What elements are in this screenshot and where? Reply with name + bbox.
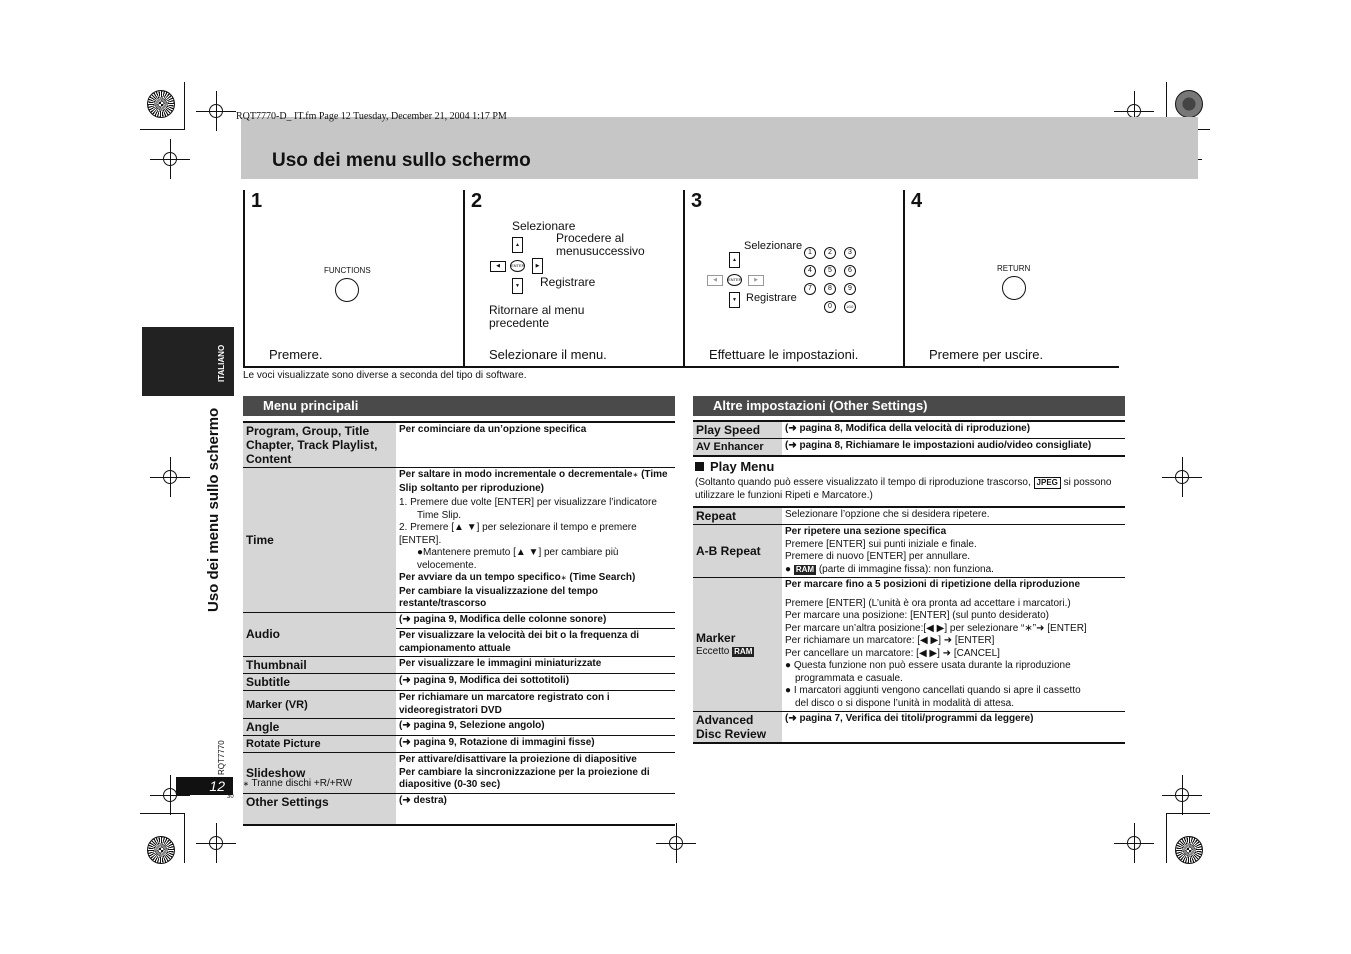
numkey-5-icon: 5 — [824, 265, 836, 277]
row-text: Selezionare l’opzione che si desidera ripetere. — [782, 507, 1125, 525]
row-cell — [396, 612, 675, 657]
numkey-1-icon: 1 — [804, 247, 816, 259]
step-3-panel — [683, 190, 899, 368]
file-info-line: RQT7770-D_ IT.fm Page 12 Tuesday, December 21, 2004 1:17 PM — [236, 111, 507, 122]
registration-rosette-icon — [147, 90, 175, 118]
row-name: Audio — [243, 612, 396, 657]
return-button-label: RETURN — [997, 264, 1031, 273]
back-menu-label: Ritornare al menu precedente — [489, 303, 585, 330]
row-text: Premere [ENTER] sui punti iniziale e finale. — [785, 538, 977, 550]
left-arrow-key-icon: ◀ — [490, 261, 506, 272]
row-cell — [782, 578, 1125, 712]
step-caption: Selezionare il menu. — [489, 347, 607, 362]
time-step-1: 1. Premere due volte [ENTER] per visualizzare l’indicatore — [399, 497, 657, 508]
step-1-panel — [243, 190, 459, 368]
row-text: (➜ pagina 8, Richiamare le impostazioni audio/video consigliate) — [782, 439, 1125, 457]
registration-rosette-icon — [1175, 90, 1203, 118]
row-text: ● Questa funzione non può essere usata durante la riproduzione — [785, 660, 1071, 671]
select-label: Selezionare — [512, 219, 576, 233]
crosshair-icon — [669, 836, 683, 850]
crosshair-icon — [1175, 470, 1189, 484]
step-number: 1 — [251, 190, 263, 212]
numkey-10-icon: ≥10 — [844, 301, 856, 313]
row-text: del disco o si dispone l’unità in modalità di attesa. — [795, 697, 1015, 709]
row-name: Thumbnail — [243, 657, 396, 674]
table-row — [243, 793, 675, 825]
steps-bottom-rule — [243, 366, 1117, 368]
row-text: (➜ pagina 9, Modifica dei sottotitoli) — [396, 674, 675, 691]
row-name: Advanced Disc Review — [693, 712, 782, 744]
time-line: Per avviare da un tempo specifico∗ (Time Search) — [399, 572, 636, 583]
crosshair-icon — [1175, 788, 1189, 802]
select-label: Selezionare — [744, 240, 803, 252]
page-number: 12 — [176, 777, 233, 795]
page-title: Uso dei menu sullo schermo — [272, 150, 531, 171]
small-page-number: 30 — [227, 794, 234, 800]
time-step-2: 2. Premere [▲ ▼] per selezionare il tempo e premere [ENTER]. — [399, 522, 637, 546]
row-cell — [782, 525, 1125, 578]
crop-line — [184, 82, 185, 130]
return-button-icon — [1002, 276, 1026, 300]
altre-table — [693, 420, 1125, 457]
numkey-4-icon: 4 — [804, 265, 816, 277]
next-menu-label: Procedere al menusuccessivo — [556, 231, 645, 258]
menu-principali-header: Menu principali — [243, 396, 675, 416]
row-text: ● RAM (parte di immagine fissa): non funziona. — [785, 563, 994, 575]
functions-button-label: FUNCTIONS — [324, 266, 371, 275]
row-text: (➜ pagina 8, Modifica della velocità di riproduzione) — [782, 421, 1125, 439]
row-cell — [396, 753, 675, 794]
side-section-title: Uso dei menu sullo schermo — [205, 407, 222, 612]
step-caption: Effettuare le impostazioni. — [709, 347, 859, 362]
step-4-panel — [903, 190, 1119, 368]
row-text: (➜ pagina 9, Rotazione di immagini fisse) — [396, 736, 675, 753]
table-row — [693, 578, 1125, 712]
row-text: Premere di nuovo [ENTER] per annullare. — [785, 551, 971, 562]
row-text: Per marcare fino a 5 posizioni di ripetizione della riproduzione — [785, 579, 1081, 590]
menu-principali-table — [243, 421, 675, 826]
row-name: Angle — [243, 719, 396, 736]
row-text: ● I marcatori aggiunti vengono cancellati quando si apre il cassetto — [785, 685, 1081, 696]
crop-line — [140, 129, 184, 130]
row-name: AV Enhancer — [693, 439, 782, 457]
step-2-panel — [463, 190, 679, 368]
table-row — [693, 507, 1125, 525]
row-cell — [396, 468, 675, 613]
functions-button-icon — [335, 278, 359, 302]
row-text: (➜ destra) — [396, 793, 675, 825]
numkey-2-icon: 2 — [824, 247, 836, 259]
table-row — [243, 691, 675, 719]
numkey-0-icon: 0 — [824, 301, 836, 313]
row-text: (➜ pagina 9, Selezione angolo) — [396, 719, 675, 736]
numkey-7-icon: 7 — [804, 283, 816, 295]
step-caption: Premere per uscire. — [929, 347, 1044, 362]
step-number: 3 — [691, 190, 703, 212]
table-row — [243, 736, 675, 753]
row-text: Per marcare un’altra posizione:[◀ ▶] per selezionare “∗”➜ [ENTER] — [785, 622, 1087, 634]
time-line: Per saltare in modo incrementale o decrementale∗ (Time Slip soltanto per riproduzione) — [399, 469, 668, 494]
register-label: Registrare — [746, 292, 797, 304]
row-text: (➜ pagina 9, Modifica delle colonne sonore) — [399, 613, 607, 625]
row-text: Per visualizzare la velocità dei bit o la frequenza di campionamento attuale — [396, 628, 675, 655]
numkey-8-icon: 8 — [824, 283, 836, 295]
row-text: (➜ pagina 7, Verifica dei titoli/programmi da leggere) — [782, 712, 1125, 744]
time-step-2b: ●Mantenere premuto [▲ ▼] per cambiare più velocemente. — [417, 547, 619, 571]
row-name: Time — [243, 468, 396, 613]
row-text: Per cominciare da un’opzione specifica — [396, 422, 675, 468]
right-arrow-key-icon: ▶ — [532, 258, 543, 274]
language-tab-label: ITALIANO — [217, 344, 226, 382]
crop-line — [140, 813, 184, 814]
table-row — [243, 657, 675, 674]
down-arrow-key-icon: ▼ — [729, 292, 740, 308]
step-caption: Premere. — [269, 347, 323, 362]
table-row — [243, 468, 675, 613]
row-text: Per richiamare un marcatore: [◀ ▶] ➜ [ENTER] — [785, 635, 995, 646]
numkey-6-icon: 6 — [844, 265, 856, 277]
crosshair-icon — [1127, 104, 1141, 118]
row-name: Subtitle — [243, 674, 396, 691]
crosshair-icon — [163, 470, 177, 484]
footnote: ∗ Tranne dischi +R/+RW — [243, 778, 353, 789]
row-text: Per marcare una posizione: [ENTER] (sul punto desiderato) — [785, 610, 1050, 621]
row-name: Play Speed — [693, 421, 782, 439]
time-step-1b: Time Slip. — [417, 509, 462, 521]
row-name: A-B Repeat — [693, 525, 782, 578]
left-arrow-key-icon: ◀ — [707, 275, 723, 286]
table-row — [693, 421, 1125, 439]
step-number: 2 — [471, 190, 483, 212]
row-text: Per cambiare la sincronizzazione per la proiezione di diapositive (0-30 sec) — [399, 766, 650, 790]
crop-line — [1166, 813, 1167, 863]
ram-badge: RAM — [795, 564, 815, 574]
table-row — [693, 712, 1125, 744]
row-name: Other Settings — [243, 793, 396, 825]
crosshair-icon — [1127, 836, 1141, 850]
play-menu-description: (Soltanto quando può essere visualizzato il tempo di riproduzione trascorso, JPEG si possono utilizzare le funzioni Ripeti e Marcatore.) — [695, 477, 1112, 501]
register-label: Registrare — [540, 275, 596, 289]
registration-rosette-icon — [147, 836, 175, 864]
row-text: Per attivare/disattivare la proiezione di diapositive — [399, 754, 637, 765]
software-note: Le voci visualizzate sono diverse a seconda del tipo di software. — [243, 370, 527, 381]
numkey-9-icon: 9 — [844, 283, 856, 295]
time-line: Per cambiare la visualizzazione del tempo restante/trascorso — [399, 585, 598, 609]
row-text: Per richiamare un marcatore registrato con i videoregistratori DVD — [396, 691, 675, 719]
table-row — [243, 422, 675, 468]
enter-key-icon: ENTER — [727, 274, 742, 286]
row-name: Marker Eccetto RAM — [693, 578, 782, 712]
crosshair-icon — [209, 104, 223, 118]
row-name: Marker (VR) — [243, 691, 396, 719]
play-menu-table — [693, 506, 1125, 744]
step-number: 4 — [911, 190, 923, 212]
crop-line — [184, 813, 185, 863]
table-row — [243, 719, 675, 736]
crosshair-icon — [209, 836, 223, 850]
row-text: programmata e casuale. — [795, 672, 903, 684]
row-text: Per visualizzare le immagini miniaturizzate — [396, 657, 675, 674]
altre-impostazioni-header: Altre impostazioni (Other Settings) — [693, 396, 1125, 416]
row-name: Slideshow — [243, 753, 396, 794]
down-arrow-key-icon: ▼ — [512, 278, 523, 294]
play-menu-heading: Play Menu — [695, 459, 774, 474]
crosshair-icon — [163, 152, 177, 166]
table-row — [693, 525, 1125, 578]
up-arrow-key-icon: ▲ — [512, 237, 523, 253]
model-code: RQT7770 — [217, 740, 226, 775]
ram-badge: RAM — [734, 646, 753, 656]
table-row — [243, 612, 675, 657]
enter-key-icon: ENTER — [510, 260, 525, 272]
row-text: Premere [ENTER] (L’unità è ora pronta ad accettare i marcatori.) — [785, 597, 1071, 609]
registration-rosette-icon — [1175, 836, 1203, 864]
table-row — [693, 439, 1125, 457]
right-arrow-key-icon: ▶ — [748, 275, 764, 286]
row-text: Per cancellare un marcatore: [◀ ▶] ➜ [CANCEL] — [785, 647, 1000, 659]
numkey-3-icon: 3 — [844, 247, 856, 259]
crosshair-icon — [163, 788, 177, 802]
row-name: Rotate Picture — [243, 736, 396, 753]
row-name: Program, Group, Title Chapter, Track Playlist, Content — [243, 422, 396, 468]
row-text: Per ripetere una sezione specifica — [785, 526, 947, 537]
row-name: Repeat — [693, 507, 782, 525]
table-row — [243, 674, 675, 691]
crop-line — [1166, 813, 1210, 814]
up-arrow-key-icon: ▲ — [729, 252, 740, 268]
jpeg-badge: JPEG — [1034, 477, 1061, 489]
square-bullet-icon — [695, 462, 704, 471]
